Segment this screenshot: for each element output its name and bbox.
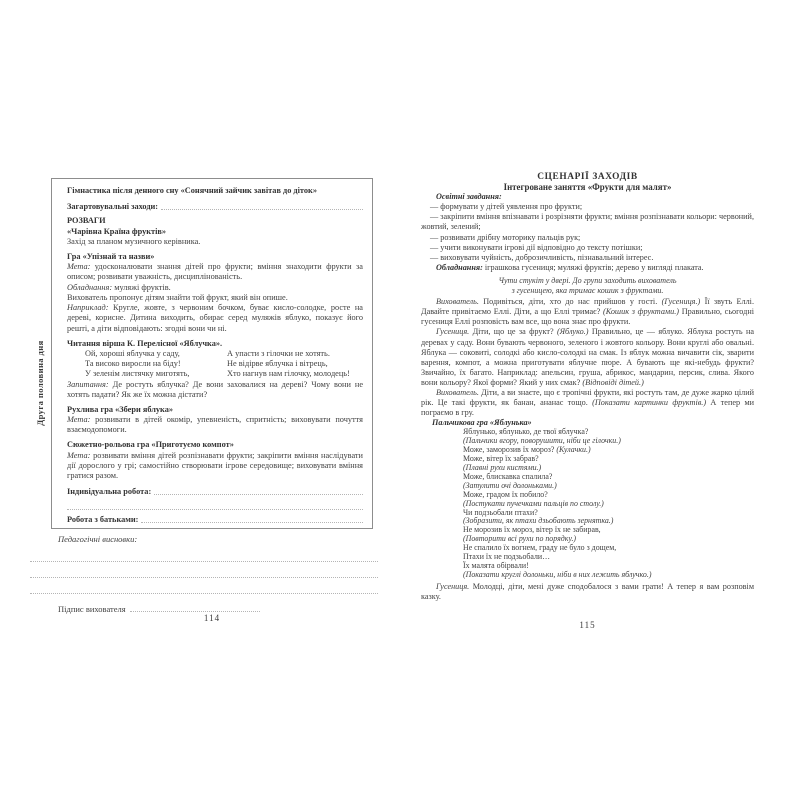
fill-in-dotted-line bbox=[30, 578, 378, 594]
dialogue-teacher-2: Вихователь. Діти, а ви знаєте, що є тропічні фрукти, які ростуть там, де дуже жарко цілий рік. Це такі фрукти, як банан, ананас тощо. (Показати картинки фруктів.) А тепер ми пограємо в гру. bbox=[421, 387, 755, 418]
gym-title: Гімнастика після денного сну «Сонячний зайчик завітав до діток» bbox=[67, 186, 317, 195]
parents-work-label: Робота з батьками: bbox=[67, 515, 139, 525]
poem-line: Може, вітер їх забрав? bbox=[463, 454, 539, 464]
game-recognize-equipment: Обладнання: муляжі фруктів. bbox=[67, 282, 171, 292]
dialogue-caterpillar-1: Гусениця. Діти, що це за фрукт? (Яблуко.) Правильно, це — яблуко. Яблука ростуть на деревах у саду. Вони бувають червоного, зеленого і жовтого кольору. Вони круглі або овальні. Яблука — соковиті, солодкі або кисло-солодкі на смак. Із яблук можна вичавити сік, зварити варення, компот, а можна приготувати яблучне пюре. А бувають ще які-небудь фрукти? Звичайно, їх багато. Наприклад: апельсин, груша, абрикос, мандарин, персик, слива. Якого вони кольору? Якої форми? Який у них смак? (Відповіді дітей.) bbox=[421, 327, 754, 387]
stage-direction-line: з гусеницею, яка тримає кошик з фруктами. bbox=[511, 285, 664, 295]
fill-in-dotted-line bbox=[161, 201, 363, 210]
poem-line: (Затулити очі долоньками.) bbox=[463, 480, 557, 490]
poem-line: (Зобразити, як птахи дзьобають зернятка.) bbox=[463, 516, 614, 526]
game-recognize-description: Вихователь пропонує дітям знайти той фрукт, який він опише. bbox=[67, 292, 288, 302]
poem-line: Птахи їх не подзьобали… bbox=[463, 552, 551, 562]
game-recognize-example: Наприклад: Кругле, жовте, з червоним бочком, буває кисло-солодке, росте на дереві, корисне. Дитина виходить, обирає серед муляжів яблуко, показує його решті, а діти відповідають: згодні вони чи ні. bbox=[67, 303, 363, 333]
poem-line: Яблунько, яблунько, де твої яблучка? bbox=[463, 427, 589, 437]
task-item: — виховувати чуйність, доброзичливість, пізнавальний інтерес. bbox=[430, 252, 654, 262]
hardening-label: Загартовувальні заходи: bbox=[67, 201, 159, 211]
conclusions-label: Педагогічні висновки: bbox=[58, 534, 138, 544]
individual-work-label: Індивідуальна робота: bbox=[67, 486, 152, 496]
game-roleplay-title: Сюжетно-рольова гра «Приготуємо компот» bbox=[67, 440, 234, 450]
game-roleplay-meta: Мета: розвивати вміння дітей розпізнавати фрукти; закріпити вміння наслідувати дії дорослого у грі; самостійно створювати ігрове середовище; виховувати вміння гратися разом. bbox=[67, 450, 363, 481]
poem-line: Та високо виросли на біду! bbox=[85, 359, 181, 369]
tasks-list bbox=[421, 202, 754, 263]
poem-line: Може, блискавка спалила? bbox=[463, 471, 553, 481]
fill-in-dotted-line bbox=[30, 546, 378, 562]
individual-work-row bbox=[67, 486, 363, 497]
tasks-label: Освітні завдання: bbox=[436, 192, 502, 202]
entertainment-note: Захід за планом музичного керівника. bbox=[67, 236, 201, 246]
poem-line: Може, градом їх побило? bbox=[463, 489, 548, 499]
poem-line: У зеленім листячку миготять, bbox=[85, 369, 190, 379]
game-moving-meta: Мета: розвивати в дітей окомір, упевненість, спритність; виховувати почуття взаємодопомоги. bbox=[67, 415, 363, 435]
finger-game-poem bbox=[463, 428, 754, 579]
poem-line: Не відірве яблучка і вітрець, bbox=[227, 359, 328, 369]
stage-direction bbox=[421, 276, 754, 295]
apple-poem-column-1 bbox=[85, 349, 227, 380]
hardening-row bbox=[67, 201, 363, 212]
game-moving-title: Рухлива гра «Збери яблука» bbox=[67, 404, 174, 414]
task-item: — розвивати дрібну моторику пальців рук; bbox=[430, 232, 581, 242]
stage-direction-line: Чути стукіт у двері. До групи заходить вихователь bbox=[498, 275, 677, 285]
page-number-left: 114 bbox=[203, 613, 221, 623]
equipment-line: Обладнання: іграшкова гусениця; муляжі фруктів; дерево у вигляді плаката. bbox=[436, 262, 704, 272]
apple-poem-column-2 bbox=[227, 349, 363, 380]
signature-dotted-line bbox=[130, 603, 260, 612]
entertainment-heading: РОЗВАГИ bbox=[67, 216, 106, 226]
entertainment-event-title: «Чарівна Країна фруктів» bbox=[67, 226, 167, 236]
parents-work-row bbox=[67, 514, 363, 525]
poem-line: Не морозив їх мороз, вітер їх не забирав, bbox=[463, 525, 601, 535]
fill-in-dotted-line bbox=[141, 514, 363, 523]
task-item: — учити виконувати ігрові дії відповідно до тексту потішки; bbox=[430, 242, 643, 252]
poem-line: (Показати круглі долоньки, ніби в них лежить яблучко.) bbox=[463, 569, 652, 579]
lesson-title: Інтегроване заняття «Фрукти для малят» bbox=[503, 182, 672, 193]
dialogue-teacher-1: Вихователь. Подивіться, діти, хто до нас прийшов у гості. (Гусениця.) Її звуть Еллі. Давайте привітаємо Еллі. Діти, а що Еллі тримає? (Кошик з фруктами.) Правильно, сьогодні гусениця Еллі розповість вам все, що вона знає про фрукти. bbox=[421, 297, 754, 327]
poem-line: А упасти з гілочки не хотять. bbox=[227, 348, 330, 358]
apple-poem bbox=[85, 349, 363, 380]
poem-line: Не спалило їх вогнем, граду не було з дощем, bbox=[463, 543, 617, 553]
poem-line: (Пальчики вгору, поворушити, ніби це гілочки.) bbox=[463, 436, 621, 446]
task-item: — формувати у дітей уявлення про фрукти; bbox=[430, 202, 583, 212]
poem-line: Хто нагнув нам гілочку, молодець! bbox=[227, 369, 350, 379]
fill-in-dotted-line bbox=[67, 499, 363, 510]
poem-line: Чи подзьобали птахи? bbox=[463, 507, 538, 517]
sidebar-section-label: Друга половина дня bbox=[35, 340, 45, 426]
game-recognize-meta: Мета: удосконалювати знання дітей про фрукти; вміння знаходити фрукти за описом; розвивати уважність, дисциплінованість. bbox=[67, 261, 363, 282]
daily-plan-form-box bbox=[51, 178, 373, 529]
signature-label: Підпис вихователя bbox=[58, 604, 126, 614]
scenario-page bbox=[421, 172, 754, 602]
poem-line: Ой, хороші яблучка у саду, bbox=[85, 348, 180, 358]
poem-line: Їх малята обірвали! bbox=[463, 560, 529, 570]
poem-line: Може, заморозив їх мороз? (Кулачки.) bbox=[463, 445, 591, 455]
fill-in-dotted-line bbox=[154, 486, 363, 495]
poem-line: (Постукати пучечками пальців по столу.) bbox=[463, 498, 604, 508]
game-recognize-title: Гра «Упізнай та назви» bbox=[67, 251, 155, 261]
reading-title: Читання вірша К. Перелісної «Яблучка». bbox=[67, 338, 223, 348]
task-item: — закріпити вміння впізнавати і розрізняти фрукти; вміння розпізнавати кольори: червоний, жовтий, зелений; bbox=[421, 212, 754, 232]
page-number-right: 115 bbox=[579, 620, 596, 630]
reading-questions: Запитання: Де ростуть яблучка? Де вони заховалися на дереві? Чому вони не хотять падати? Як же їх можна дістати? bbox=[67, 379, 363, 400]
conclusions-section bbox=[30, 534, 378, 614]
section-header: СЦЕНАРІЇ ЗАХОДІВ bbox=[537, 172, 638, 182]
fill-in-dotted-line bbox=[30, 562, 378, 578]
finger-game-title: Пальчикова гра «Яблунька» bbox=[432, 418, 532, 428]
poem-line: (Плавні рухи кистями.) bbox=[463, 462, 542, 472]
dialogue-caterpillar-2: Гусениця. Молодці, діти, мені дуже сподобалося з вами грати! А тепер я вам розповім казку. bbox=[421, 581, 754, 601]
poem-line: (Повторити всі рухи по порядку.) bbox=[463, 534, 577, 544]
